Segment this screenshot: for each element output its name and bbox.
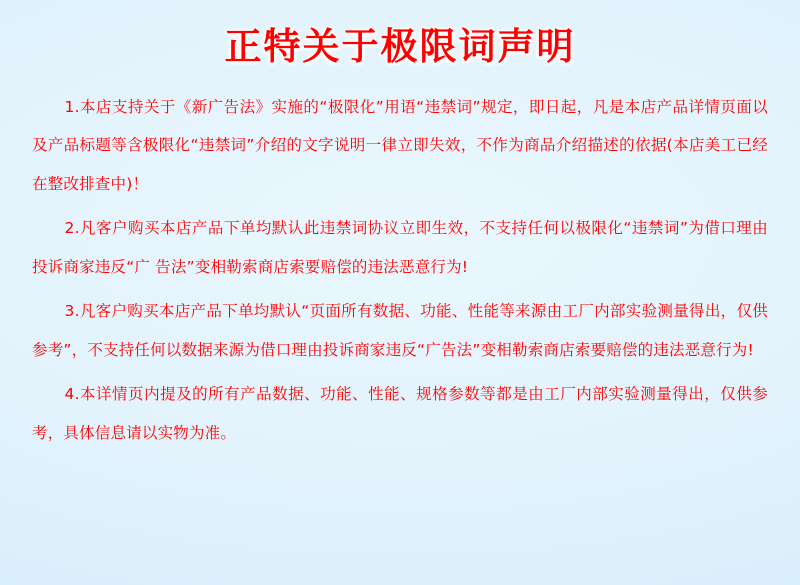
- paragraph-1-text: 1.本店支持关于《新广告法》实施的“极限化”用语“违禁词”规定，即日起，凡是本店产品详情页面以及产品标题等含极限化“违禁词”介绍的文字说明一律立即失效，不作为商品介绍描述的依据(本店美工已经在整改排查中)！: [32, 98, 768, 193]
- paragraph-3-text: 3.凡客户购买本店产品下单均默认“页面所有数据、功能、性能等来源由工厂内部实验测量得出，仅供参考”，不支持任何以数据来源为借口理由投诉商家违反“广告法”变相勒索商店索要赔偿的违法恶意行为!: [32, 302, 768, 359]
- paragraph-3: [32, 292, 768, 369]
- disclaimer-body: [0, 70, 800, 452]
- paragraph-2: [32, 209, 768, 286]
- paragraph-4: [32, 375, 768, 452]
- page-title-container: [0, 0, 800, 70]
- paragraph-2-text: 2.凡客户购买本店产品下单均默认此违禁词协议立即生效，不支持任何以极限化“违禁词”为借口理由投诉商家违反“广 告法”变相勒索商店索要赔偿的违法恶意行为!: [32, 219, 768, 276]
- paragraph-4-text: 4.本详情页内提及的所有产品数据、功能、性能、规格参数等都是由工厂内部实验测量得出，仅供参考，具体信息请以实物为准。: [32, 385, 768, 442]
- page-title: 正特关于极限词声明: [224, 24, 576, 68]
- paragraph-1: [32, 88, 768, 203]
